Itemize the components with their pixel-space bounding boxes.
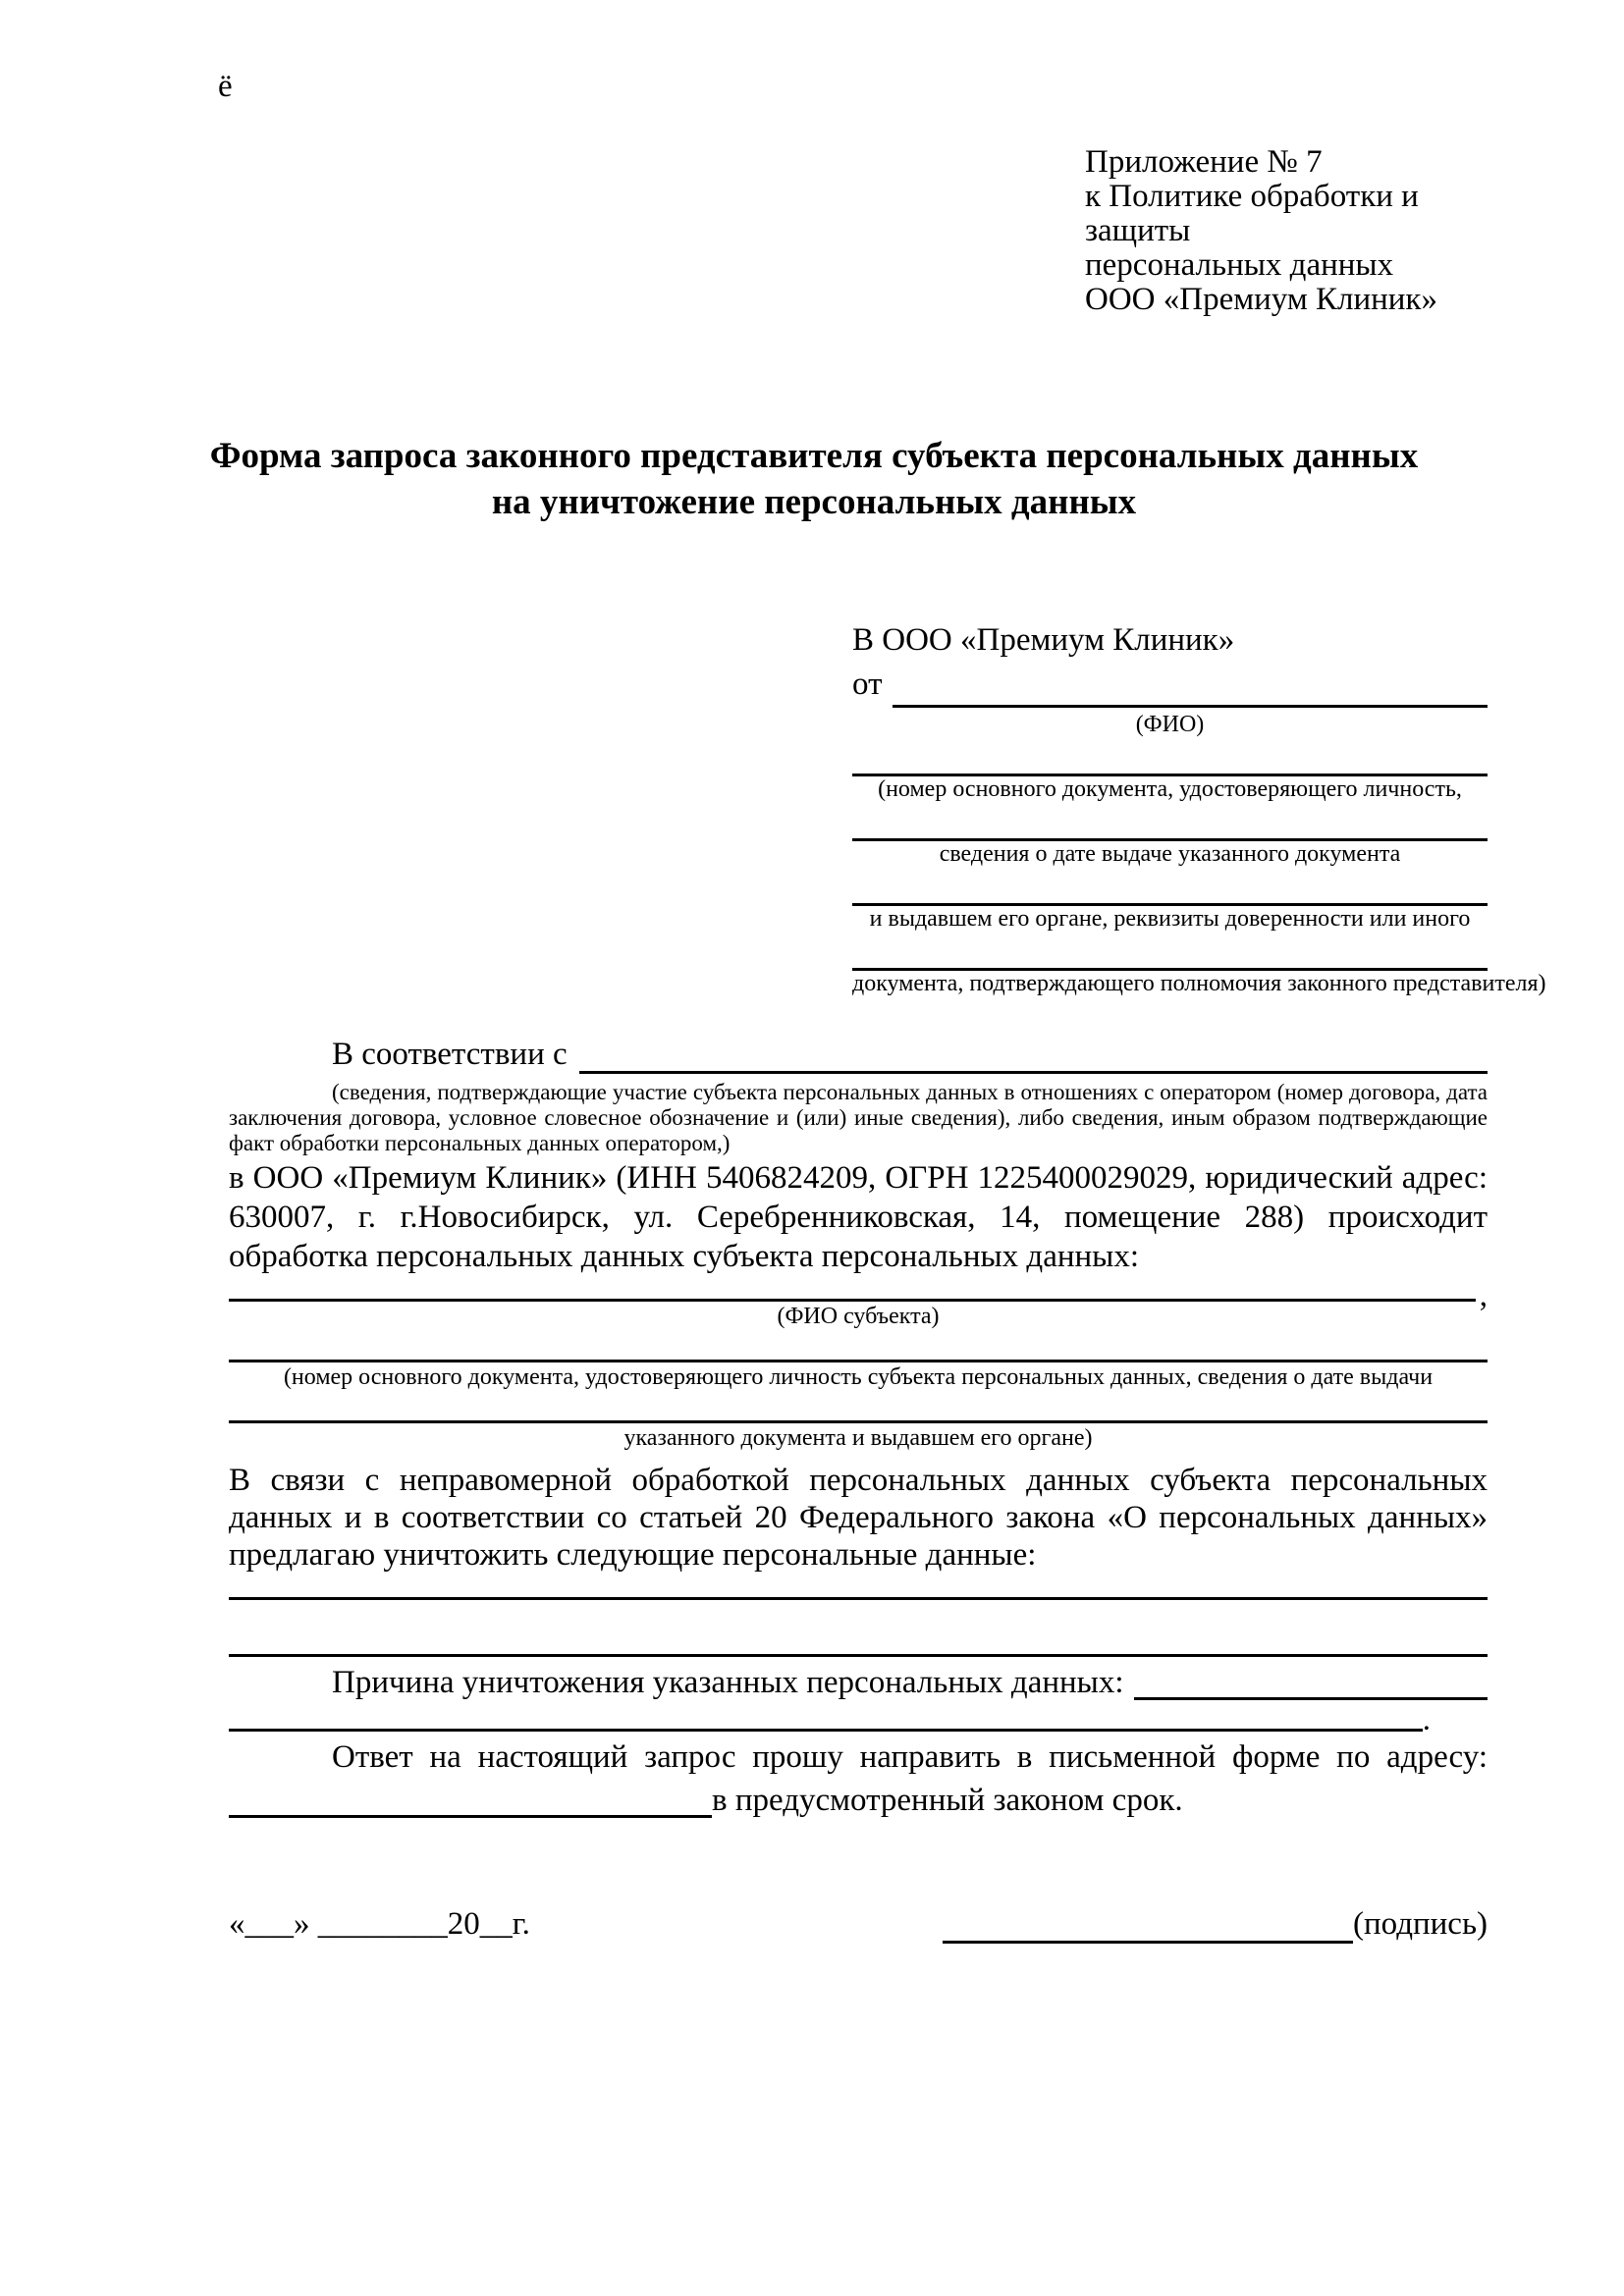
- data-to-destroy-blank-line: [229, 1628, 1488, 1657]
- appendix-header-line: персональных данных: [1085, 247, 1394, 283]
- reason-label: Причина уничтожения указанных персональных данных:: [332, 1665, 1124, 1700]
- date-line: «___» ________20__г.: [229, 1906, 530, 1942]
- from-label: от: [852, 667, 883, 702]
- accordance-lead: В соответствии с: [332, 1037, 568, 1072]
- from-blank-line: [893, 665, 1489, 708]
- reason-continuation-row: [229, 1700, 1488, 1737]
- signature-caption: (подпись): [1353, 1906, 1488, 1942]
- addressee-block: [852, 619, 1546, 997]
- data-to-destroy-blank-line: [229, 1574, 1488, 1600]
- reply-request-line: Ответ на настоящий запрос прошу направить в письменной форме по адресу:: [332, 1739, 1488, 1775]
- period-after-blank: .: [1422, 1702, 1431, 1737]
- addressee-org: В ООО «Премиум Клиник»: [852, 622, 1235, 658]
- right-spacer: [1431, 1700, 1488, 1732]
- appendix-header: [1085, 145, 1488, 317]
- doc-blank-line: [852, 817, 1488, 841]
- signature-right: [943, 1904, 1488, 1944]
- reason-row: [229, 1663, 1488, 1700]
- subject-fio-blank-line: [229, 1276, 1476, 1302]
- reason-continuation-blank-line: [229, 1700, 1423, 1732]
- accordance-blank-line: [579, 1035, 1488, 1074]
- from-row: [852, 665, 1488, 708]
- stray-char: ё: [218, 69, 233, 104]
- accordance-row: [229, 1035, 1488, 1074]
- unlawful-processing-paragraph: В связи с неправомерной обработкой персональных данных субъекта персональных данных и в соответствии со статьей 20 Федерального закона «О персональных данных» предлагаю уничтожить следующие персональные данные:: [229, 1463, 1488, 1573]
- doc-blank-line: [852, 881, 1488, 906]
- reason-blank-line: [1134, 1663, 1488, 1700]
- accordance-note: (сведения, подтверждающие участие субъекта персональных данных в отношениях с оператором (номер договора, дата заключения договора, условное словесное обозначение и (или) иные сведения), либо сведения, иным образом подтверждающие факт обработки персональных данных оператором,): [229, 1080, 1488, 1155]
- form-title-line-2: на уничтожение персональных данных: [491, 482, 1137, 522]
- address-blank-line: [229, 1781, 712, 1818]
- doc-caption-2: сведения о дате выдаче указанного документа: [939, 841, 1401, 867]
- comma-after-blank: ,: [1479, 1278, 1488, 1313]
- signature-blank-line: [943, 1904, 1353, 1944]
- reply-tail-text: в предусмотренный законом срок.: [712, 1783, 1183, 1818]
- form-title: [135, 433, 1492, 525]
- doc-caption-1: (номер основного документа, удостоверяющего личность,: [878, 776, 1462, 802]
- operator-paragraph: в ООО «Премиум Клиник» (ИНН 5406824209, ОГРН 1225400029029, юридический адрес: 630007, г. г.Новосибирск, ул. Серебренниковская, 14, помещение 288) происходит обработка персональных данных субъекта персональных данных:: [229, 1160, 1488, 1274]
- subject-doc-caption-1: (номер основного документа, удостоверяющего личность субъекта персональных данных, сведения о дате выдачи: [283, 1364, 1434, 1390]
- subject-doc-blank-line: [229, 1336, 1488, 1362]
- doc-blank-line: [852, 946, 1488, 971]
- reply-address-row: [229, 1781, 1488, 1818]
- doc-blank-line: [852, 752, 1488, 776]
- subject-doc-caption-2: указанного документа и выдавшем его органе): [623, 1425, 1093, 1451]
- doc-caption-4: документа, подтверждающего полномочия законного представителя): [852, 971, 1546, 996]
- signature-row: [229, 1904, 1488, 1944]
- form-title-line-1: Форма запроса законного представителя субъекта персональных данных: [209, 436, 1419, 476]
- appendix-header-line: Приложение № 7: [1085, 144, 1323, 180]
- appendix-header-line: к Политике обработки и защиты: [1085, 179, 1419, 248]
- subject-fio-caption: (ФИО субъекта): [777, 1304, 940, 1329]
- appendix-header-line: ООО «Премиум Клиник»: [1085, 282, 1437, 317]
- doc-caption-3: и выдавшем его органе, реквизиты доверенности или иного: [869, 906, 1471, 932]
- subject-fio-blank-row: [229, 1276, 1488, 1313]
- fio-caption: (ФИО): [1135, 712, 1205, 737]
- subject-doc-blank-line: [229, 1397, 1488, 1423]
